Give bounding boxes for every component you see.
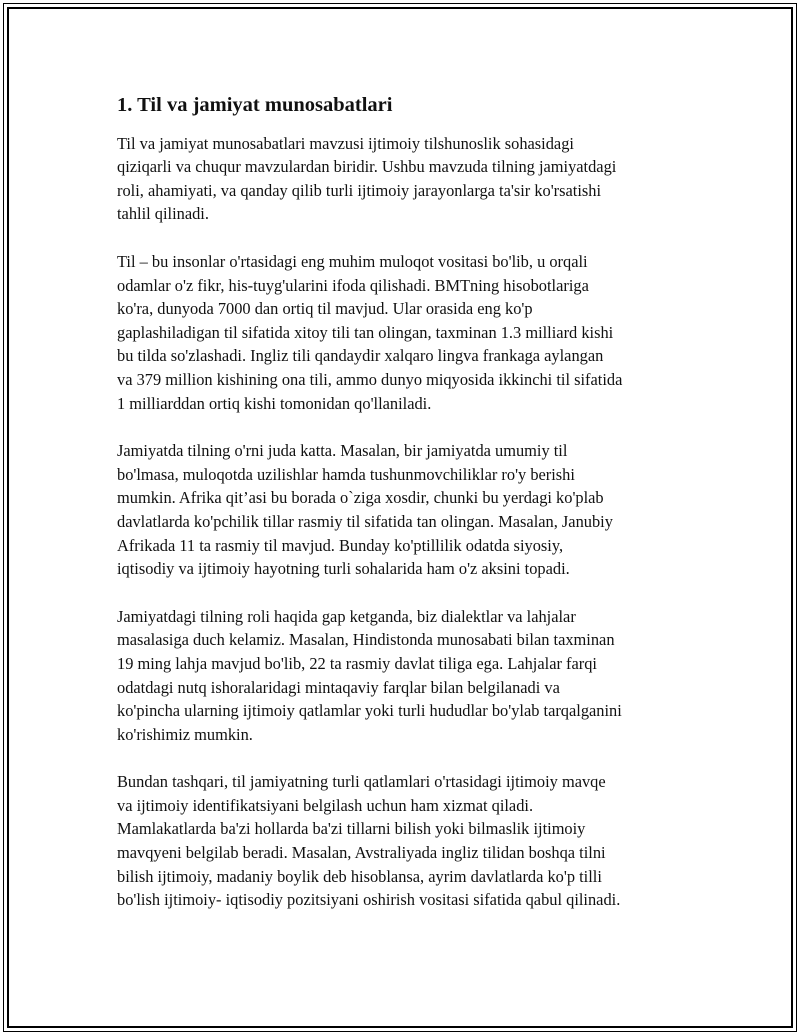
text-line: va ijtimoiy identifikatsiyani belgilash uchun ham xizmat qiladi. xyxy=(117,795,534,815)
text-line: masalasiga duch kelamiz. Masalan, Hindistonda munosabati bilan taxminan xyxy=(117,630,615,650)
text-line: bo'lmasa, muloqotda uzilishlar hamda tushunmovchiliklar ro'y berishi xyxy=(117,464,575,484)
text-line: Til – bu insonlar o'rtasidagi eng muhim muloqot vositasi bo'lib, u orqali xyxy=(117,252,588,272)
text-line: bu tilda so'zlashadi. Ingliz tili qandaydir xalqaro lingva frankaga aylangan xyxy=(117,346,604,366)
text-line: 19 ming lahja mavjud bo'lib, 22 ta rasmiy davlat tiliga ega. Lahjalar farqi xyxy=(117,653,597,673)
paragraph-3 xyxy=(117,439,692,581)
paragraph-4 xyxy=(117,605,692,747)
section-title: 1. Til va jamiyat munosabatlari xyxy=(117,94,393,116)
text-line: Til va jamiyat munosabatlari mavzusi ijtimoiy tilshunoslik sohasidagi xyxy=(117,133,574,153)
paragraph-2 xyxy=(117,250,692,415)
text-line: Jamiyatdagi tilning roli haqida gap ketganda, biz dialektlar va lahjalar xyxy=(117,606,576,626)
text-line: qiziqarli va chuqur mavzulardan biridir. Ushbu mavzuda tilning jamiyatdagi xyxy=(117,157,617,177)
document-body xyxy=(117,92,692,936)
text-line: roli, ahamiyati, va qanday qilib turli ijtimoiy jarayonlarga ta'sir ko'rsatishi xyxy=(117,180,602,200)
text-line: odatdagi nutq ishoralaridagi mintaqaviy farqlar bilan belgilanadi va xyxy=(117,677,560,697)
paragraph-5 xyxy=(117,770,692,912)
text-line: mumkin. Afrika qit’asi bu borada o`ziga xosdir, chunki bu yerdagi ko'plab xyxy=(117,488,604,508)
text-line: davlatlarda ko'pchilik tillar rasmiy til sifatida tan olingan. Masalan, Janubiy xyxy=(117,511,613,531)
text-line: gaplashiladigan til sifatida xitoy tili tan olingan, taxminan 1.3 milliard kishi xyxy=(117,322,614,342)
text-line: bilish ijtimoiy, madaniy boylik deb hisoblansa, ayrim davlatlarda ko'p tilli xyxy=(117,866,602,886)
text-line: 1 milliarddan ortiq kishi tomonidan qo'llaniladi. xyxy=(117,393,432,413)
text-line: Bundan tashqari, til jamiyatning turli qatlamlari o'rtasidagi ijtimoiy mavqe xyxy=(117,772,606,792)
text-line: ko'pincha ularning ijtimoiy qatlamlar yoki turli hududlar bo'ylab tarqalganini xyxy=(117,701,622,721)
text-line: iqtisodiy va ijtimoiy hayotning turli sohalarida ham o'z aksini topadi. xyxy=(117,559,570,579)
text-line: odamlar o'z fikr, his-tuyg'ularini ifoda qilishadi. BMTning hisobotlariga xyxy=(117,275,589,295)
text-line: bo'lish ijtimoiy- iqtisodiy pozitsiyani oshirish vositasi sifatida qabul qilinadi. xyxy=(117,890,621,910)
text-line: mavqyeni belgilab beradi. Masalan, Avstraliyada ingliz tilidan boshqa tilni xyxy=(117,843,606,863)
text-line: Afrikada 11 ta rasmiy til mavjud. Bunday ko'ptillilik odatda siyosiy, xyxy=(117,535,564,555)
text-line: Jamiyatda tilning o'rni juda katta. Masalan, bir jamiyatda umumiy til xyxy=(117,441,568,461)
text-line: ko'rishimiz mumkin. xyxy=(117,724,253,744)
paragraph-1 xyxy=(117,132,692,226)
text-line: va 379 million kishining ona tili, ammo dunyo miqyosida ikkinchi til sifatida xyxy=(117,369,623,389)
text-line: ko'ra, dunyoda 7000 dan ortiq til mavjud. Ular orasida eng ko'p xyxy=(117,299,533,319)
text-line: tahlil qilinadi. xyxy=(117,204,209,224)
text-line: Mamlakatlarda ba'zi hollarda ba'zi tillarni bilish yoki bilmaslik ijtimoiy xyxy=(117,819,586,839)
